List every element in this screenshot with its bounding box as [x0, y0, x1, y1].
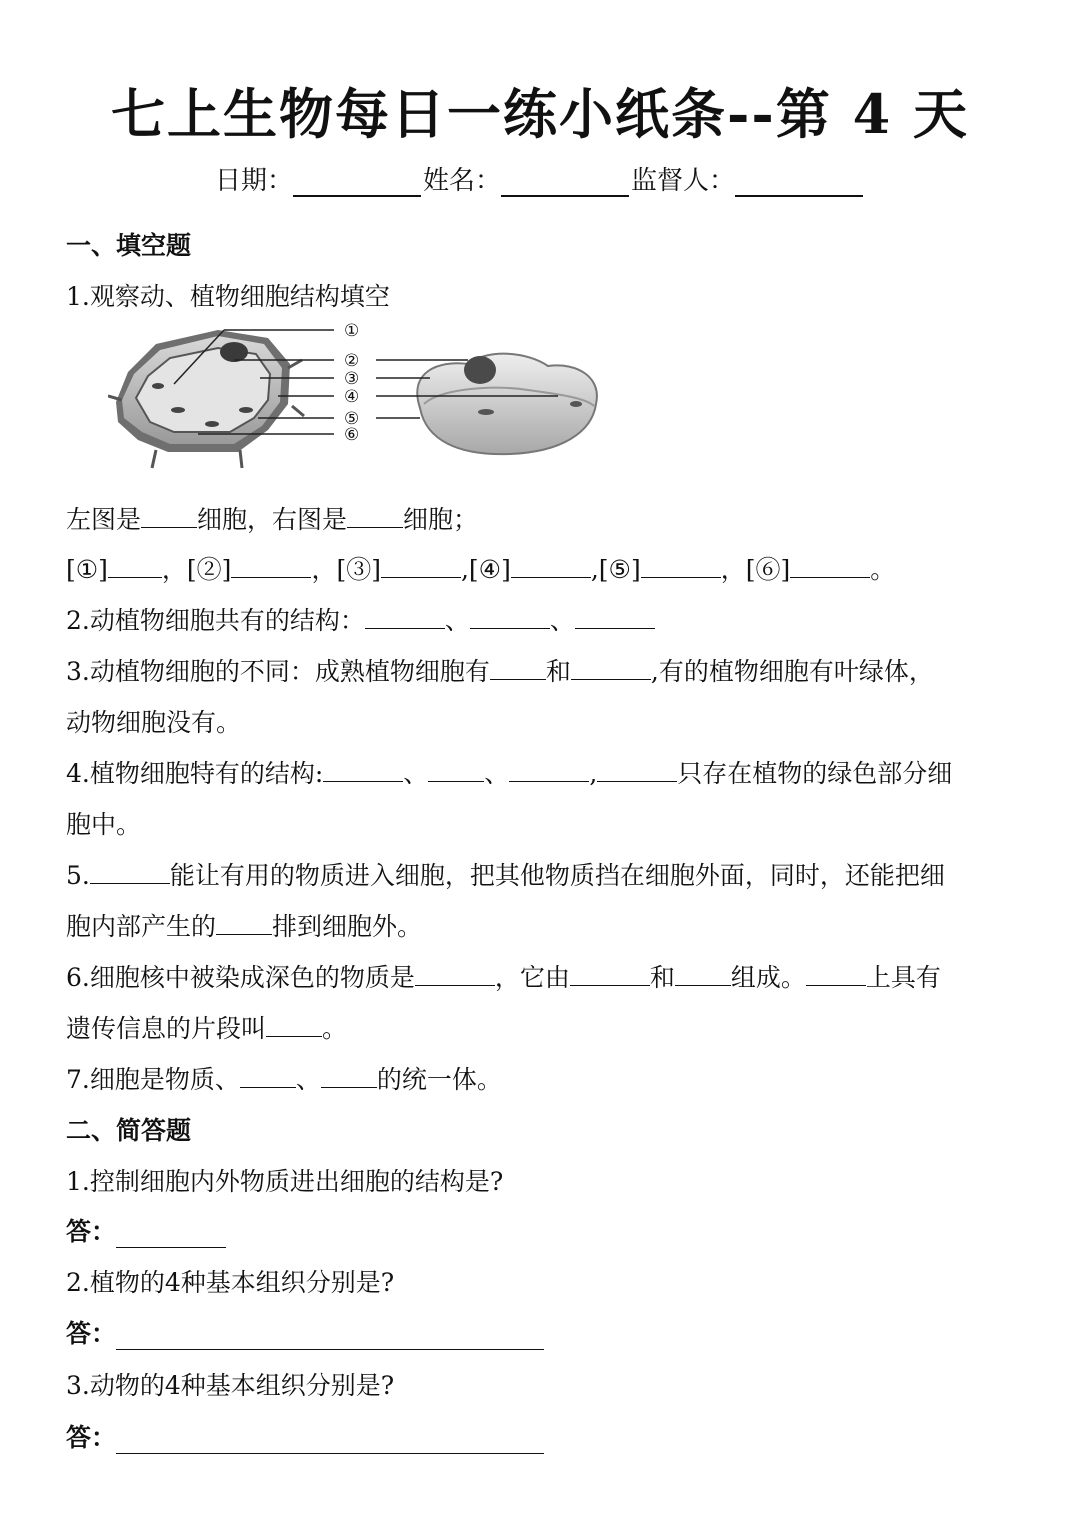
blank[interactable] [90, 859, 170, 884]
diagram-label-1: ① [344, 321, 360, 341]
question-5-line-1: 5. 能让有用的物质进入细胞，把其他物质挡在细胞外面，同时，还能把细 [66, 861, 945, 890]
answer-label: 答： [66, 1217, 117, 1246]
page-title: 七上生物每日一练小纸条--第 4 天 [111, 82, 969, 146]
blank[interactable] [365, 604, 445, 629]
blank[interactable] [428, 757, 484, 782]
name-label: 姓名： [422, 166, 501, 196]
question-7: 7.细胞是物质、 、 的统一体。 [66, 1065, 502, 1094]
supervisor-label: 监督人： [631, 166, 736, 196]
blank[interactable] [231, 553, 311, 578]
blank[interactable] [470, 604, 550, 629]
blank[interactable] [240, 1063, 296, 1088]
animal-cell-illustration [417, 354, 597, 455]
blank[interactable] [216, 910, 272, 935]
diagram-label-2: ② [344, 351, 360, 371]
blank[interactable] [509, 757, 589, 782]
blank[interactable] [675, 961, 731, 986]
question-6-line-1: 6.细胞核中被染成深色的物质是 ，它由 和 组成。 上具有 [66, 963, 941, 992]
blank[interactable] [415, 961, 495, 986]
blank[interactable] [490, 655, 546, 680]
blank[interactable] [597, 757, 677, 782]
short-question-2: 2.植物的4种基本组织分别是? [66, 1268, 395, 1297]
question-2: 2.动植物细胞共有的结构： 、 、 [66, 601, 1026, 637]
question-4-line-2: 胞中。 [66, 810, 142, 839]
blank[interactable] [806, 961, 866, 986]
diagram-label-3: ③ [344, 369, 360, 389]
answer-1-row [66, 1212, 1026, 1248]
answer-1-field[interactable] [116, 1221, 226, 1248]
date-label: 日期： [214, 166, 293, 196]
blank[interactable] [570, 961, 650, 986]
short-question-3: 3.动物的4种基本组织分别是? [66, 1371, 395, 1400]
question-1-line-1: 左图是 细胞，右图是 细胞； [66, 505, 479, 534]
answer-2-field[interactable] [116, 1323, 544, 1350]
answer-label: 答： [66, 1319, 117, 1348]
section-heading-short-answer: 二、简答题 [66, 1116, 192, 1145]
blank[interactable] [641, 553, 721, 578]
blank[interactable] [347, 503, 403, 528]
blank[interactable] [141, 503, 197, 528]
blank[interactable] [511, 553, 591, 578]
plant-cell-illustration [108, 330, 304, 468]
question-1-text: 1.观察动、植物细胞结构填空 [66, 282, 390, 311]
date-field[interactable] [293, 165, 421, 197]
diagram-label-4: ④ [344, 387, 360, 407]
supervisor-field[interactable] [735, 165, 863, 197]
question-6-line-2: 遗传信息的片段叫 。 [66, 1014, 348, 1043]
blank[interactable] [575, 604, 655, 629]
blank[interactable] [323, 757, 403, 782]
question-4-line-1: 4.植物细胞特有的结构: 、 、 , 只存在植物的绿色部分细 [66, 759, 953, 788]
blank[interactable] [571, 655, 651, 680]
blank[interactable] [381, 553, 461, 578]
blank[interactable] [108, 553, 162, 578]
cell-structure-diagram [108, 312, 620, 478]
question-1-line-2: [①] ，[②] ，[③] ,[④] ,[⑤] ，[⑥] 。 [66, 555, 896, 584]
blank[interactable] [790, 553, 870, 578]
blank[interactable] [266, 1012, 322, 1037]
answer-2-row [66, 1314, 1026, 1350]
question-3-line-1: 3.动植物细胞的不同：成熟植物细胞有 和 ,有的植物细胞有叶绿体， [66, 657, 934, 686]
diagram-label-6: ⑥ [344, 425, 360, 445]
answer-3-row [66, 1418, 1026, 1454]
diagram-label-5: ⑤ [344, 409, 360, 429]
short-question-1: 1.控制细胞内外物质进出细胞的结构是? [66, 1167, 504, 1196]
answer-3-field[interactable] [116, 1427, 544, 1454]
question-3-line-2: 动物细胞没有。 [66, 708, 242, 737]
student-info-row [0, 160, 1080, 197]
name-field[interactable] [501, 165, 629, 197]
section-heading-fill-in: 一、填空题 [66, 231, 192, 260]
blank[interactable] [321, 1063, 377, 1088]
question-5-line-2: 胞内部产生的 排到细胞外。 [66, 912, 423, 941]
answer-label: 答： [66, 1423, 117, 1452]
